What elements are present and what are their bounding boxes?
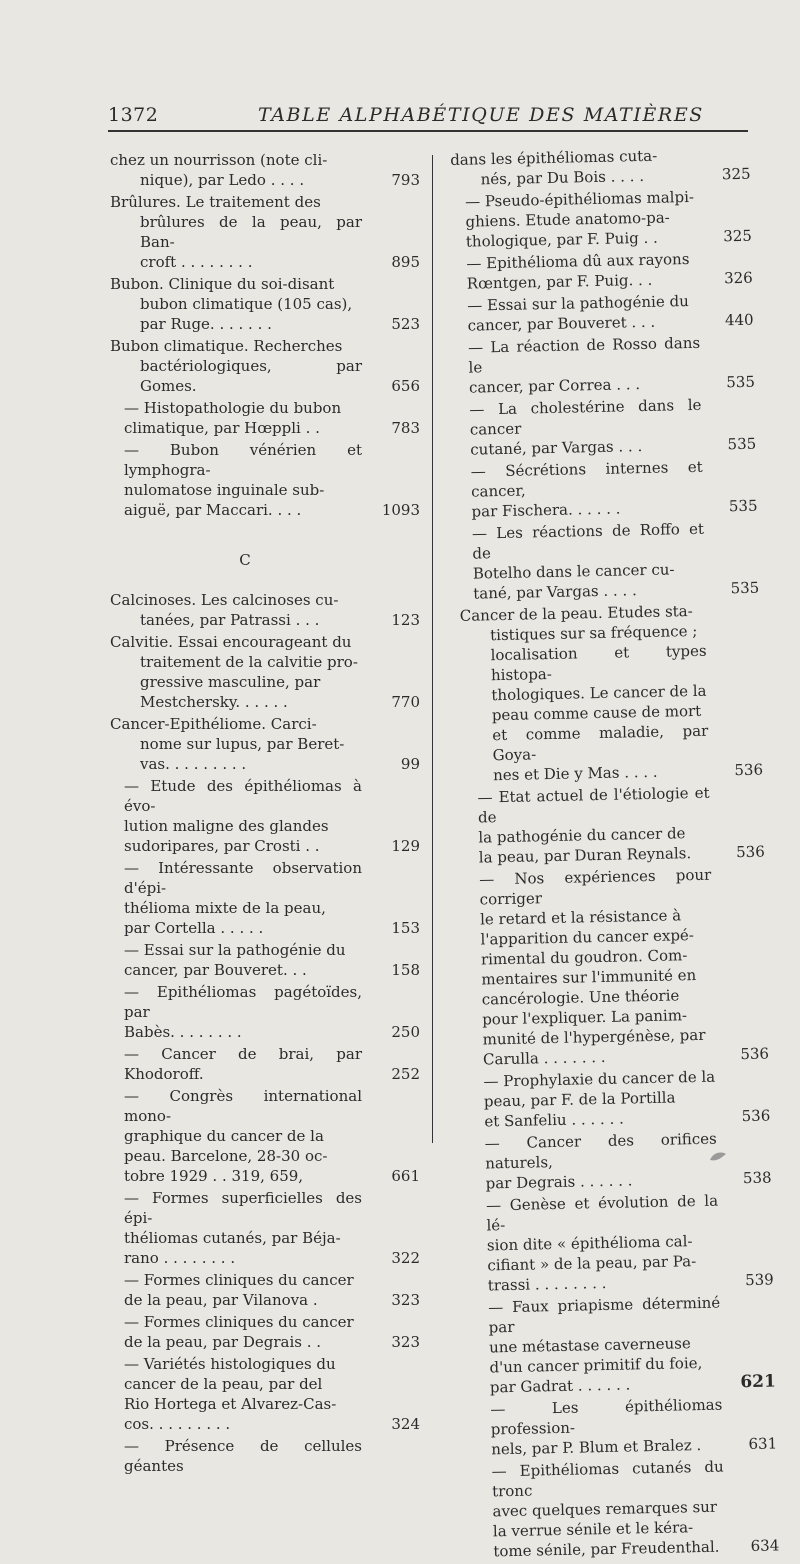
- index-entry: [453, 290, 754, 336]
- entry-text: — Cancer de brai, par Khodoroff.: [124, 1045, 362, 1083]
- entry-page-number: 634: [750, 1536, 780, 1556]
- entry-page-number: 250: [391, 1023, 420, 1041]
- entry-text: — Formes cliniques du cancer de la peau, par Vilanova .: [124, 1271, 354, 1309]
- entry-page-number: 325: [721, 164, 751, 184]
- entry-text: — Variétés histologiques du cancer de la peau, par del Rio Hortega et Alvarez-Cas- cos. . . . . . . . .: [124, 1355, 337, 1433]
- entry-text: dans les épithéliomas cuta- nés, par Du Bois . . . .: [450, 146, 658, 189]
- entry-page-number: 252: [391, 1065, 420, 1083]
- index-entry: [110, 1188, 420, 1268]
- entry-text: — Epithéliomas cutanés du tronc avec quelques remarques sur la verrue sénile et le kéra- tome sénile, par Freudenthal.: [491, 1457, 724, 1561]
- index-entry: [110, 150, 420, 190]
- left-entries-a: [110, 150, 420, 520]
- index-entry: [469, 1066, 770, 1132]
- entry-text: — Pseudo-épithéliomas malpi- ghiens. Etude anatomo-pa- thologique, par F. Puig . .: [464, 187, 695, 251]
- index-entry: [477, 1455, 779, 1561]
- entry-page-number: 656: [391, 377, 420, 395]
- entry-page-number: 129: [391, 837, 420, 855]
- index-entry: [110, 1312, 420, 1352]
- running-title: TABLE ALPHABÉTIQUE DES MATIÈRES: [258, 104, 704, 126]
- entry-page-number: 324: [391, 1415, 420, 1433]
- index-entry: [465, 864, 769, 1070]
- index-entry: [110, 336, 420, 396]
- entry-text: — Nos expériences pour corriger le retard et la résistance à l'apparition du cancer expé- rimental du goudron. Com- mentaires sur l'immunité en cancérologie. Une théorie pour l'expliquer. La panim- munité de l'hypergénèse, par Carulla . . . . . . .: [479, 865, 712, 1069]
- entry-page-number: 535: [726, 372, 756, 392]
- entry-text: Cancer de la peau. Etudes sta- tistiques sur sa fréquence ; localisation et types histopa- thologiques. Le cancer de la peau comme cause de mort et comme maladie, par Goya- nes et Die y Mas . . . .: [459, 602, 709, 785]
- index-entry: [458, 518, 760, 604]
- entry-page-number: 523: [391, 315, 420, 333]
- index-entry: [110, 982, 420, 1042]
- index-entry: [463, 782, 765, 868]
- entry-text: — Cancer des orifices naturels, par Degrais . . . . . .: [484, 1129, 717, 1193]
- entry-text: — Genèse et évolution de la lé- sion dite « épithélioma cal- cifiant » de la peau, par Pa- trassi . . . . . . . .: [485, 1191, 719, 1295]
- entry-text: Bubon. Clinique du soi-disant bubon climatique (105 cas), par Ruge. . . . . . .: [110, 275, 353, 333]
- left-column: [110, 150, 420, 1478]
- entry-page-number: 323: [391, 1333, 420, 1351]
- entry-text: — La cholestérine dans le cancer cutané, par Vargas . . .: [469, 395, 702, 459]
- entry-text: — Présence de cellules géantes: [124, 1437, 362, 1475]
- right-column: [450, 144, 780, 1564]
- index-entry: [110, 776, 420, 856]
- entry-page-number: 326: [723, 268, 753, 288]
- index-entry: [110, 274, 420, 334]
- entry-page-number: 536: [734, 760, 764, 780]
- entry-page-number: 895: [391, 253, 420, 271]
- entry-page-number: 123: [391, 611, 420, 629]
- index-entry: [110, 1086, 420, 1186]
- entry-text: — Essai sur la pathogénie du cancer, par Bouveret. . .: [124, 941, 346, 979]
- entry-text: — Histopathologie du bubon climatique, par Hœppli . .: [124, 399, 342, 437]
- entry-page-number: 325: [723, 226, 753, 246]
- index-entry: [452, 248, 753, 294]
- entry-text: — Les épithéliomas profession- nels, par P. Blum et Bralez .: [490, 1395, 723, 1459]
- index-entry: [110, 398, 420, 438]
- index-entry: [110, 440, 420, 520]
- entry-page-number: 535: [728, 496, 758, 516]
- index-entry: [110, 632, 420, 712]
- entry-page-number: 661: [391, 1167, 420, 1185]
- entry-text: Cancer-Epithéliome. Carci- nome sur lupus, par Beret- vas. . . . . . . . .: [110, 715, 345, 773]
- entry-text: — Epithéliomas pagétoïdes, par Babès. . . . . . . .: [124, 983, 362, 1041]
- index-entry: [110, 940, 420, 980]
- entry-text: — Prophylaxie du cancer de la peau, par F. de la Portilla et Sanfeliu . . . . . .: [483, 1067, 716, 1131]
- index-entry: [110, 1354, 420, 1434]
- entry-page-number: 440: [724, 310, 754, 330]
- entry-page-number: 323: [391, 1291, 420, 1309]
- entry-page-number: 538: [742, 1168, 772, 1188]
- entry-text: — Etat actuel de l'étiologie et de la pathogénie du cancer de la peau, par Duran Reynals.: [477, 783, 710, 867]
- entry-page-number: 793: [391, 171, 420, 189]
- index-entry: [474, 1291, 776, 1397]
- entry-page-number: 536: [740, 1044, 770, 1064]
- entry-text: — Epithélioma dû aux rayons Rœntgen, par F. Puig. . .: [466, 250, 690, 293]
- column-divider: [432, 155, 433, 1143]
- entry-text: chez un nourrisson (note cli- nique), par Ledo . . . .: [110, 151, 328, 189]
- index-entry: [460, 600, 764, 786]
- index-entry: [110, 714, 420, 774]
- entry-text: — Formes superficielles des épi- théliomas cutanés, par Béja- rano . . . . . . . .: [124, 1189, 362, 1267]
- entry-text: — Sécrétions internes et cancer, par Fischera. . . . . .: [470, 457, 703, 521]
- entry-text: Brûlures. Le traitement des brûlures de la peau, par Ban- croft . . . . . . . .: [110, 193, 362, 271]
- entry-text: — Formes cliniques du cancer de la peau, par Degrais . .: [124, 1313, 354, 1351]
- entry-page-number: 1093: [381, 501, 420, 519]
- entry-page-number: 539: [744, 1270, 774, 1290]
- entry-text: Bubon climatique. Recherches bactériologiques, par Gomes.: [110, 337, 362, 395]
- index-entry: [451, 186, 752, 252]
- entry-page-number: 99: [400, 755, 420, 773]
- index-entry: [454, 332, 755, 398]
- entry-page-number: 535: [727, 434, 757, 454]
- entry-page-number: 783: [391, 419, 420, 437]
- right-entries: [450, 144, 780, 1562]
- index-entry: [110, 1436, 420, 1476]
- entry-page-number: 153: [391, 919, 420, 937]
- entry-text: — Intéressante observation d'épi- thélioma mixte de la peau, par Cortella . . . . .: [124, 859, 362, 937]
- section-letter-c: C: [239, 551, 251, 569]
- entry-text: Calvitie. Essai encourageant du traitement de la calvitie pro- gressive masculine, par Mestchersky. . . . . .: [110, 633, 358, 711]
- index-entry: [457, 456, 758, 522]
- entry-text: — Etude des épithéliomas à évo- lution maligne des glandes sudoripares, par Crosti . .: [124, 777, 362, 855]
- entry-text: — La réaction de Rosso dans le cancer, par Correa . . .: [467, 333, 701, 397]
- index-entry: [110, 192, 420, 272]
- index-entry: [110, 590, 420, 630]
- index-entry: [110, 1270, 420, 1310]
- header-rule: [108, 130, 748, 132]
- entry-page-number: 535: [730, 578, 760, 598]
- entry-text: — Essai sur la pathogénie du cancer, par Bouveret . . .: [467, 292, 689, 335]
- entry-page-number: 536: [735, 842, 765, 862]
- index-entry: [450, 144, 751, 190]
- entry-page-number: 322: [391, 1249, 420, 1267]
- entry-page-number: 158: [391, 961, 420, 979]
- entry-text: — Bubon vénérien et lymphogra- nulomatose inguinale sub- aiguë, par Maccari. . . .: [124, 441, 362, 519]
- index-entry: [110, 1044, 420, 1084]
- entry-page-number: 631: [748, 1434, 778, 1454]
- index-entry: [476, 1393, 777, 1459]
- page-number: 1372: [108, 104, 159, 126]
- left-entries-b: [110, 590, 420, 1476]
- entry-text: — Congrès international mono- graphique du cancer de la peau. Barcelone, 28-30 oc- tobre 1929 . . 319, 659,: [124, 1087, 362, 1185]
- index-entry: [455, 394, 756, 460]
- index-entry: [110, 858, 420, 938]
- entry-page-number: 621: [740, 1371, 777, 1393]
- entry-page-number: 770: [391, 693, 420, 711]
- ink-mark-icon: [708, 1150, 728, 1164]
- entry-text: Calcinoses. Les calcinoses cu- tanées, par Patrassi . . .: [110, 591, 339, 629]
- entry-text: — Faux priapisme déterminé par une métastase caverneuse d'un cancer primitif du foie, par Gadrat . . . . . .: [488, 1293, 721, 1397]
- entry-text: — Les réactions de Roffo et de Botelho dans le cancer cu- tané, par Vargas . . . .: [471, 519, 705, 603]
- entry-page-number: 536: [741, 1106, 771, 1126]
- index-entry: [472, 1189, 774, 1295]
